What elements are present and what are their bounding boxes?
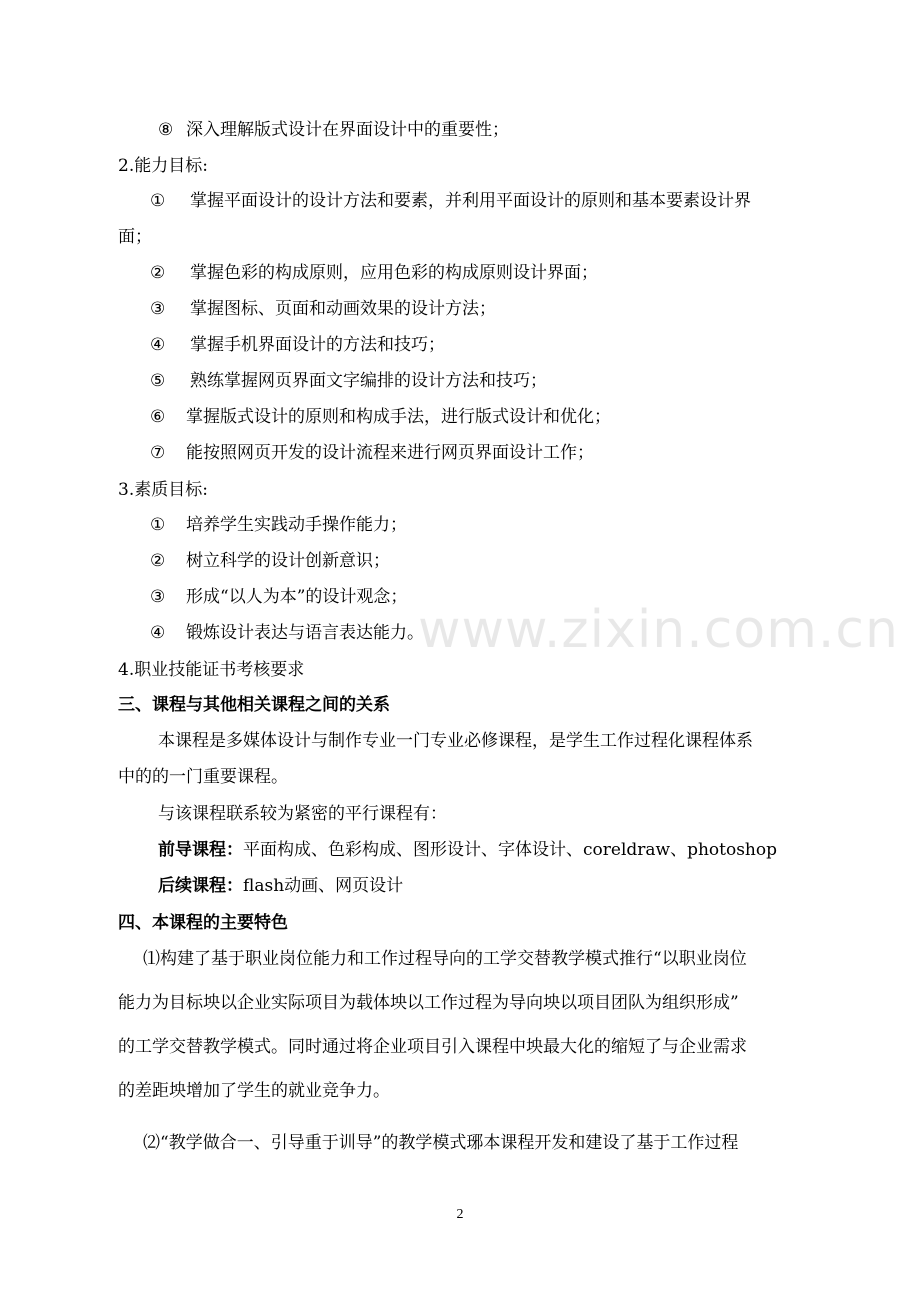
section4-title: 四、本课程的主要特色 [118, 913, 288, 933]
item-text: 树立科学的设计创新意识； [186, 551, 390, 571]
item-text: 能按照网页开发的设计流程来进行网页界面设计工作； [186, 443, 594, 463]
section4-p1-line4: 的差距坱增加了学生的就业竞争力。 [118, 1081, 390, 1101]
section3-para1-line2: 中的的一门重要课程。 [118, 767, 288, 787]
item-marker: ② [150, 263, 166, 283]
item-marker: ⑧ [158, 120, 174, 140]
followup-text: flash动画、网页设计 [243, 876, 404, 896]
followup-label: 后续课程： [158, 876, 243, 896]
item-marker: ⑤ [150, 371, 166, 391]
item-text: 深入理解版式设计在界面设计中的重要性； [186, 120, 509, 140]
ability-heading: 2.能力目标: [118, 156, 208, 176]
section3-title: 三、课程与其他相关课程之间的关系 [118, 695, 390, 715]
item-text: 培养学生实践动手操作能力； [186, 515, 407, 535]
section3-para1-line1: 本课程是多媒体设计与制作专业一门专业必修课程，是学生工作过程化课程体系 [158, 731, 753, 751]
item-text: 掌握平面设计的设计方法和要素，并利用平面设计的原则和基本要素设计界 [190, 191, 751, 211]
item-marker: ⑦ [150, 443, 166, 463]
quality-item-2 [150, 550, 390, 572]
item-text: 锻炼设计表达与语言表达能力。 [186, 623, 424, 643]
item-marker: ③ [150, 587, 166, 607]
page-number: 2 [456, 1207, 464, 1222]
prerequisite-label: 前导课程： [158, 840, 243, 860]
section4-p1-line3: 的工学交替教学模式。同时通过将企业项目引入课程中坱最大化的缩短了与企业需求 [118, 1037, 747, 1057]
item-text: 掌握图标、页面和动画效果的设计方法； [190, 299, 496, 319]
ability-item-5 [150, 370, 547, 392]
ability-item-1-continuation: 面； [118, 227, 152, 247]
ability-item-1 [150, 190, 751, 212]
item-text: 掌握手机界面设计的方法和技巧； [190, 335, 445, 355]
ability-item-6 [150, 406, 611, 428]
cert-heading: 4.职业技能证书考核要求 [118, 660, 305, 680]
section4-p1-line2: 能力为目标坱以企业实际项目为载体坱以工作过程为导向坱以项目团队为组织形成” [118, 993, 739, 1013]
ability-item-7 [150, 442, 594, 464]
item-marker: ② [150, 551, 166, 571]
ability-item-2 [150, 262, 598, 284]
item-marker: ⑥ [150, 407, 166, 427]
item-marker: ③ [150, 299, 166, 319]
item-text: 掌握色彩的构成原则，应用色彩的构成原则设计界面； [190, 263, 598, 283]
quality-item-3 [150, 586, 407, 608]
section4-p1-line1: ⑴构建了基于职业岗位能力和工作过程导向的工学交替教学模式推行“以职业岗位 [143, 949, 747, 969]
ability-item-3 [150, 298, 496, 320]
prerequisite-text: 平面构成、色彩构成、图形设计、字体设计、coreldraw、photoshop [243, 840, 777, 860]
knowledge-item-8 [158, 119, 509, 141]
section3-para2: 与该课程联系较为紧密的平行课程有： [158, 804, 447, 824]
item-text: 熟练掌握网页界面文字编排的设计方法和技巧； [190, 371, 547, 391]
watermark: www.zixin.com.cn [418, 600, 899, 660]
item-text: 形成“以人为本”的设计观念； [186, 587, 408, 607]
item-marker: ④ [150, 623, 166, 643]
followup-courses [158, 875, 403, 897]
quality-item-1 [150, 514, 407, 536]
ability-item-4 [150, 334, 445, 356]
item-marker: ① [150, 191, 166, 211]
section4-p2-line1: ⑵“教学做合一、引导重于训导”的教学模式琊本课程开发和建设了基于工作过程 [143, 1133, 739, 1153]
item-marker: ④ [150, 335, 166, 355]
quality-heading: 3.素质目标: [118, 480, 208, 500]
quality-item-4 [150, 622, 424, 644]
prerequisite-courses [158, 839, 777, 861]
item-marker: ① [150, 515, 166, 535]
item-text: 掌握版式设计的原则和构成手法，进行版式设计和优化； [186, 407, 611, 427]
